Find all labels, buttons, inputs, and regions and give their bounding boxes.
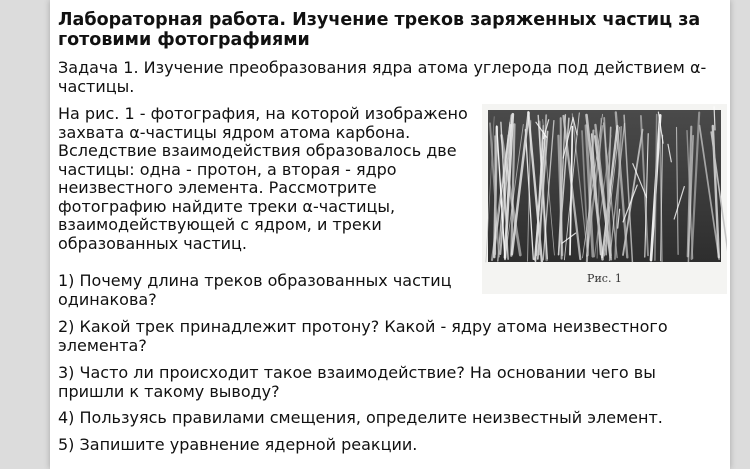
task-heading: Задача 1. Изучение преобразования ядра атома углерода под действием α-частицы. — [58, 58, 707, 96]
track-photo-figure — [482, 104, 727, 294]
page-title: Лабораторная работа. Изучение треков заряженных частиц за готовими фотографиями — [58, 10, 701, 50]
question-3: 3) Часто ли происходит такое взаимодействие? На основании чего вы пришли к такому выводу? — [58, 363, 656, 401]
question-5: 5) Запишите уравнение ядерной реакции. — [58, 435, 418, 454]
task-description: На рис. 1 - фотография, на которой изображено захвата α-частицы ядром атома карбона. Вследствие взаимодействия образовалось две частицы: одна - протон, а вторая - ядро неизвестного элемента. Рассмотрите фотографию найдите треки α-частицы, взаимодействующей с ядром, и треки образованных частиц. — [58, 104, 468, 253]
question-2: 2) Какой трек принадлежит протону? Какой - ядру атома неизвестного элемента? — [58, 317, 668, 355]
figure-caption: Рис. 1 — [587, 272, 622, 285]
question-1: 1) Почему длина треков образованных частиц одинакова? — [58, 271, 452, 309]
track-photo — [482, 104, 727, 294]
document-page — [50, 0, 730, 469]
question-4: 4) Пользуясь правилами смещения, определите неизвестный элемент. — [58, 408, 663, 427]
